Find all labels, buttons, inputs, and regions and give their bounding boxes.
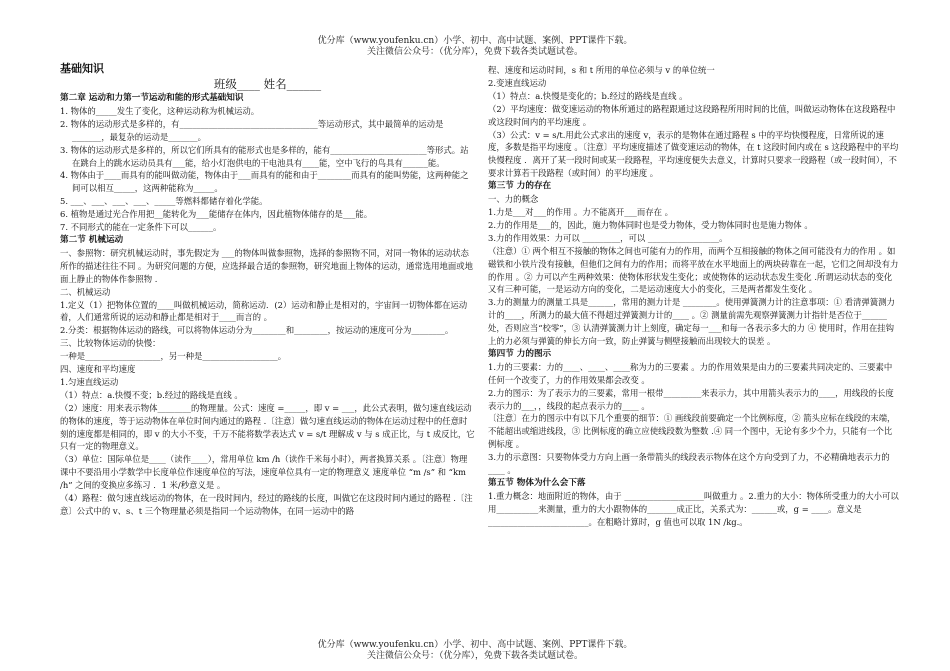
chapter-heading: 第二章 运动和力第一节运动和能的形式基础知识: [60, 93, 244, 103]
paragraph: 一、力的概念: [488, 194, 539, 205]
paragraph: 1.匀速直线运动: [60, 376, 119, 387]
paragraph: （4）路程：做匀速直线运动的物体，在一段时间内，经过的路线的长度，叫做它在这段时间内通过的路程 .〔注意〕公式中的 v、s、t 三个物理量必须是指同一个运动物体，在同一运动中的路: [60, 493, 473, 516]
paragraph: 二、机械运动: [60, 286, 111, 297]
page-header: [0, 36, 950, 58]
list-item: 7. 不同形式的能在一定条件下可以______。: [60, 222, 222, 233]
page-footer: [0, 640, 950, 662]
paragraph: 一种是__________________，另一种是__________________。: [60, 351, 287, 362]
list-item: 3. 物体的运动形式是多样的，所以它们所具有的能形式也是多样的，能有_______________________等形式。站在跳台上的跳水运动员具有___能，给小灯泡供电的干电池具有____能，空中飞行的鸟具有______能。: [60, 144, 469, 168]
paragraph: 程、速度和运动时间，s 和 t 所用的单位必须与 v 的单位统一: [488, 65, 715, 75]
left-column: [60, 62, 475, 518]
paragraph: 1.力的三要素：力的____、____、____称为力的三要素 。力的作用效果是由力的三要素共同决定的、三要素中任何一个改变了，力的作用效果都会改变 。: [488, 361, 893, 385]
list-item: 6. 植物是通过光合作用把__能转化为___能储存在体内，因此植物体储存的是___能。: [60, 209, 373, 220]
paragraph: 〔注意〕在力的图示中有以下几个重要的细节：① 画线段前要确定一个比例标度，② 箭头应标在线段的末端，不能超出或缩进线段，③ 比例标度的确立应使线段数为整数 .④ 同一个图中，无论有多少个力，只能有一个比例标度 。: [488, 413, 896, 450]
paragraph: 三、比较物体运动的快慢：: [60, 338, 161, 349]
section-heading-force: 第三节 力的存在: [488, 181, 552, 192]
paragraph: 四、速度和平均速度: [60, 364, 136, 375]
footer-line-2: 关注微信公众号：（优分库），免费下载各类试题试卷。: [366, 651, 583, 661]
paragraph: （1）特点：a.快慢是变化的；b.经过的路线是直线 。: [488, 90, 688, 101]
paragraph: 1.重力概念：地面附近的物体，由于 ___________________叫做重力 。2.重力的大小：物体所受重力的大小可以用__________来测量，重力的大小跟物体的_______成正比，关系式为：______或，g = ____。意义是________________________。在粗略计算时，g 值也可以取 1N /kg.。: [488, 490, 899, 527]
right-column: [488, 64, 900, 529]
paragraph: （3）公式：v = s/t.用此公式求出的速度 v，表示的是物体在通过路程 s 中的平均快慢程度，日常所说的速度，多数是指平均速度 。〔注意〕平均速度描述了做变速运动的物体，在 t 这段时间内或在 s 这段路程中的平均快慢程度 ．离开了某一段时间或某一段路程，平均速度便失去意义，计算时只要求一段路程（或一段时间），不要求计算若干段路程（或时间）的平均速度 。: [488, 129, 899, 179]
list-item: 2. 物体的运动形式是多样的，有_________________________________等运动形式，其中最简单的运动是_______，最复杂的运动是_______。: [60, 118, 444, 142]
header-line-1: 优分库（www.youfenku.cn）小学、初中、高中试题、案例、PPT课件下载。: [317, 36, 633, 46]
paragraph: 1.定义（1）把物体位置的____叫做机械运动，简称运动．(2）运动和静止是相对的，宇宙间一切物体都在运动着，人们通常所说的运动和静止都是相对于____而言的 。: [60, 299, 468, 323]
paragraph: （1）特点：a.快慢不变；b.经过的路线是直线 。: [60, 389, 243, 400]
list-item: 1. 物体的_____发生了变化，这种运动称为机械运动。: [60, 105, 260, 116]
paragraph: 2.力的作用是___的，因此，施力物体同时也是受力物体，受力物体同时也是施力物体 。: [488, 219, 813, 230]
section-heading-force-diagram: 第四节 力的图示: [488, 348, 552, 359]
class-name-line: 班级____ 姓名______: [213, 77, 322, 91]
section-heading-mechanical-motion: 第二节 机械运动: [60, 234, 124, 245]
list-item: 4. 物体由于____而具有的能叫做动能，物体由于___而具有的能和由于________而具有的能叫势能，这两种能之间可以相互_____，这两种能称为_____。: [60, 170, 469, 194]
paragraph: 一、参照物：研究机械运动时，事先假定为 ___的物体叫做参照物，选择的参照物不同，对同一物体的运动状态所作的描述往往不同 。为研究问题的方便，应选择最合适的参照物，研究地面上物体的运动，通常选用地面或地面上静止的物体作参照物 .: [60, 247, 474, 284]
paragraph: 3.力的作用效果：力可以 _________，可以 _________________。: [488, 232, 728, 243]
paragraph: 2.力的图示：为了表示力的三要素，常用一根带_________来表示力，其中用箭头表示力的____，用线段的长度表示力的___，，线段的起点表示力的____ 。: [488, 387, 894, 411]
footer-line-1: 优分库（www.youfenku.cn）小学、初中、高中试题、案例、PPT课件下载。: [317, 640, 633, 650]
paragraph: 3.力的测量力的测量工具是______，常用的测力计是 ________。使用弹簧测力计的注意事项：① 看清弹簧测力计的____，所测力的最大值不得超过弹簧测力计的____ 。② 测量前需先观察弹簧测力计指针是否位于______处，否则应当“校零”，③ 认清弹簧测力计上刻度，确定每一___和每一各表示多大的力 ④ 使用时，作用在挂钩上的力必须与弹簧的伸长方向一致，防止弹簧与侧壁接触而出现较大的误差 。: [488, 297, 895, 347]
paragraph: 1.力是___对___的作用 。力不能离开___而存在 。: [488, 206, 674, 217]
list-item: 5. ___、___、___、___、_____等燃料都储存着化学能。: [60, 196, 268, 207]
paragraph: （注意）① 两个相互不接触的物体之间也可能有力的作用，而两个互相接触的物体之间可能没有力的作用 。如磁铁和小铁片没有接触，但他们之间有力的作用；而将平放在水平地面上的两块砖靠在一起，它们之间却没有力的作用 。② 力可以产生两种效果：使物体形状发生变化；或使物体的运动状态发生变化 .所谓运动状态的变化又有三种可能，一是运动方向的变化，二是运动速度大小的变化，三是两者都发生变化 。: [488, 245, 899, 295]
paragraph: （2）速度：用来表示物体________的物理量。公式：速度 =_____，即 v = ___，此公式表明，做匀速直线运动的物体的速度，等于运动物体在单位时间内通过的路程 .〔注意〕做匀速直线运动的物体在运动过程中的任意时刻的速度都是相同的，即 v 的大小不变，千万不能将数学表达式 v = s/t 理解成 v 与 s 成正比，与 t 成反比，它只有一定的物理意义。: [60, 402, 475, 452]
page-title: 基础知识: [60, 62, 104, 75]
section-heading-falling: 第五节 物体为什么会下落: [488, 478, 586, 488]
paragraph: 3.力的示意图：只要物体受力方向上画一条带箭头的线段表示物体在这个方向受到了力，不必精确地表示力的____ 。: [488, 452, 890, 476]
header-line-2: 关注微信公众号：（优分库），免费下载各类试题试卷。: [366, 47, 583, 57]
paragraph: （3）单位：国际单位是____（读作____），常用单位 km /h（读作千米每小时），两者换算关系 。〔注意〕物理课中不要沿用小学数学中长度单位作速度单位的写法，速度单位具有一定的物理意义 速度单位 “m /s” 和 “km /h” 之间的变换应多练习 ．1 米/秒意义是 。: [60, 454, 468, 491]
paragraph: （2）平均速度：做变速运动的物体所通过的路程跟通过这段路程所用时间的比值，叫做运动物体在这段路程中或这段时间内的平均速度 。: [488, 103, 896, 127]
paragraph: 2.变速直线运动: [488, 77, 547, 88]
paragraph: 2.分类：根据物体运动的路线，可以将物体运动分为________和________，按运动的速度可分为________。: [60, 325, 454, 336]
